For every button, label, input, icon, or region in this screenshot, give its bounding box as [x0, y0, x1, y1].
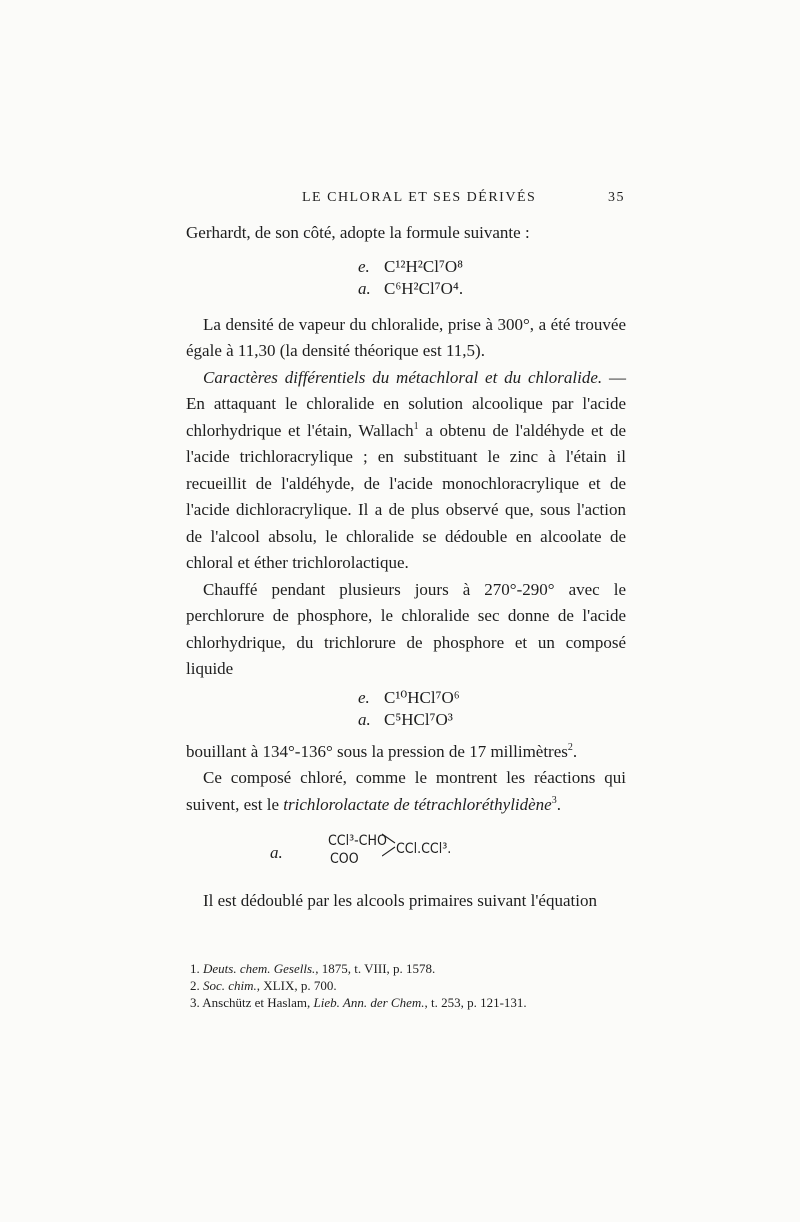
- running-header: [185, 190, 625, 212]
- formula-label: a.: [358, 278, 371, 298]
- section-heading-italic: Caractères différentiels du métachloral et du chloralide.: [203, 367, 603, 387]
- text-run: Ce composé chloré, comme le montrent les réactions qui suivent, est le: [186, 768, 626, 814]
- footnote-2: [190, 977, 630, 994]
- formula-block-2: [186, 687, 626, 731]
- text-run: En attaquant le chloralide en solution alcoolique par l'acide chlorhydrique et l'étain, Wallach: [186, 394, 626, 440]
- footnote-3: [190, 994, 630, 1011]
- footnote-ref: 2: [567, 741, 573, 753]
- paragraph-5: [186, 739, 626, 766]
- structure-bottom: COO: [330, 851, 359, 867]
- structure-right: CCl.CCl³.: [396, 841, 452, 857]
- formula-label: e.: [358, 687, 370, 707]
- text-run: a obtenu de l'aldéhyde et de l'acide trichloracrylique ; en substituant le zinc à l'étain il recueillit de l'aldéhyde, de l'acide monochloracrylique et de l'acide dichloracrylique. Il a de plus observé que, sous l'action de l'alcool absolu, le chloralide se dédouble en alcoolate de chloral et éther trichlorolactique.: [186, 420, 626, 572]
- formula-block-1: [186, 256, 626, 300]
- text-run: .: [556, 794, 561, 814]
- footnote-authors: Anschütz et Haslam,: [202, 995, 314, 1010]
- footnote-number: 2.: [190, 978, 200, 993]
- footnote-ref: 1: [413, 420, 419, 432]
- formula-label: a.: [270, 843, 283, 862]
- footnote-number: 1.: [190, 961, 200, 976]
- footnote-journal: Deuts. chem. Gesells.: [203, 961, 316, 976]
- formula-label: a.: [358, 709, 371, 729]
- paragraph-3: [186, 365, 626, 577]
- paragraph-1: Gerhardt, de son côté, adopte la formule suivante :: [186, 223, 530, 242]
- formula-atomic: C⁵HCl⁷O³: [384, 709, 453, 729]
- structural-formula: [186, 824, 626, 880]
- formula-atomic: C⁶H²Cl⁷O⁴.: [384, 278, 464, 298]
- compound-name-italic: trichlorolactate de tétrachloréthylidène: [283, 794, 552, 814]
- footnote-citation: , XLIX, p. 700.: [256, 978, 337, 993]
- dash: —: [602, 367, 626, 387]
- paragraph-6: [186, 765, 626, 818]
- text-run: .: [572, 741, 578, 761]
- footnote-ref: 3: [551, 794, 557, 806]
- formula-equivalent: C¹⁰HCl⁷O⁶: [384, 687, 460, 707]
- footnote-journal: Lieb. Ann. der Chem.: [313, 995, 425, 1010]
- structure-top: CCl³-CHO: [328, 833, 387, 849]
- footnote-number: 3.: [190, 995, 200, 1010]
- footnote-journal: Soc. chim.: [203, 978, 257, 993]
- running-title: LE CHLORAL ET SES DÉRIVÉS: [302, 190, 537, 205]
- body-text: [186, 220, 626, 915]
- footnote-citation: , t. 253, p. 121-131.: [424, 995, 527, 1010]
- page-number: 35: [608, 190, 625, 205]
- footnote-1: [190, 960, 630, 977]
- footnotes: [190, 960, 630, 1011]
- paragraph-2: La densité de vapeur du chloralide, prise à 300°, a été trouvée égale à 11,30 (la densité théorique est 11,5).: [186, 314, 626, 360]
- formula-equivalent: C¹²H²Cl⁷O⁸: [384, 256, 464, 276]
- formula-label: e.: [358, 256, 370, 276]
- paragraph-4: Chauffé pendant plusieurs jours à 270°-290° avec le perchlorure de phosphore, le chloralide sec donne de l'acide chlorhydrique, du trichlorure de phosphore et un composé liquide: [186, 579, 626, 678]
- footnote-citation: , 1875, t. VIII, p. 1578.: [315, 961, 436, 976]
- text-run: bouillant à 134°-136° sous la pression de 17 millimètres: [186, 741, 568, 761]
- paragraph-7: Il est dédoublé par les alcools primaires suivant l'équation: [203, 891, 597, 910]
